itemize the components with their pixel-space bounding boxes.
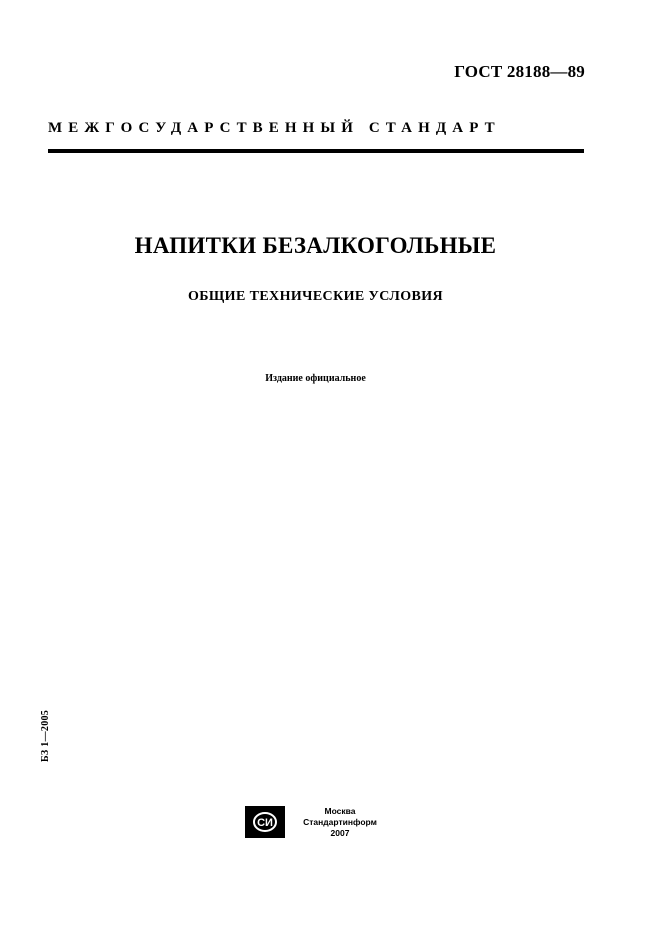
standard-header: МЕЖГОСУДАРСТВЕННЫЙ СТАНДАРТ bbox=[48, 120, 501, 136]
document-subtitle: ОБЩИЕ ТЕХНИЧЕСКИЕ УСЛОВИЯ bbox=[187, 289, 444, 304]
side-code: БЗ 1—2005 bbox=[40, 709, 51, 762]
edition-note: Издание официальное bbox=[265, 373, 366, 384]
publisher-year: 2007 bbox=[330, 828, 350, 838]
header-rule bbox=[48, 149, 584, 153]
standartinform-logo-icon bbox=[245, 806, 285, 838]
publisher-city: Москва bbox=[324, 806, 356, 816]
document-number: ГОСТ 28188—89 bbox=[454, 62, 585, 81]
document-title: НАПИТКИ БЕЗАЛКОГОЛЬНЫЕ bbox=[134, 233, 497, 258]
publisher-info bbox=[292, 806, 388, 839]
svg-text:СИ: СИ bbox=[257, 817, 273, 829]
publisher-name: Стандартинформ bbox=[303, 817, 377, 827]
